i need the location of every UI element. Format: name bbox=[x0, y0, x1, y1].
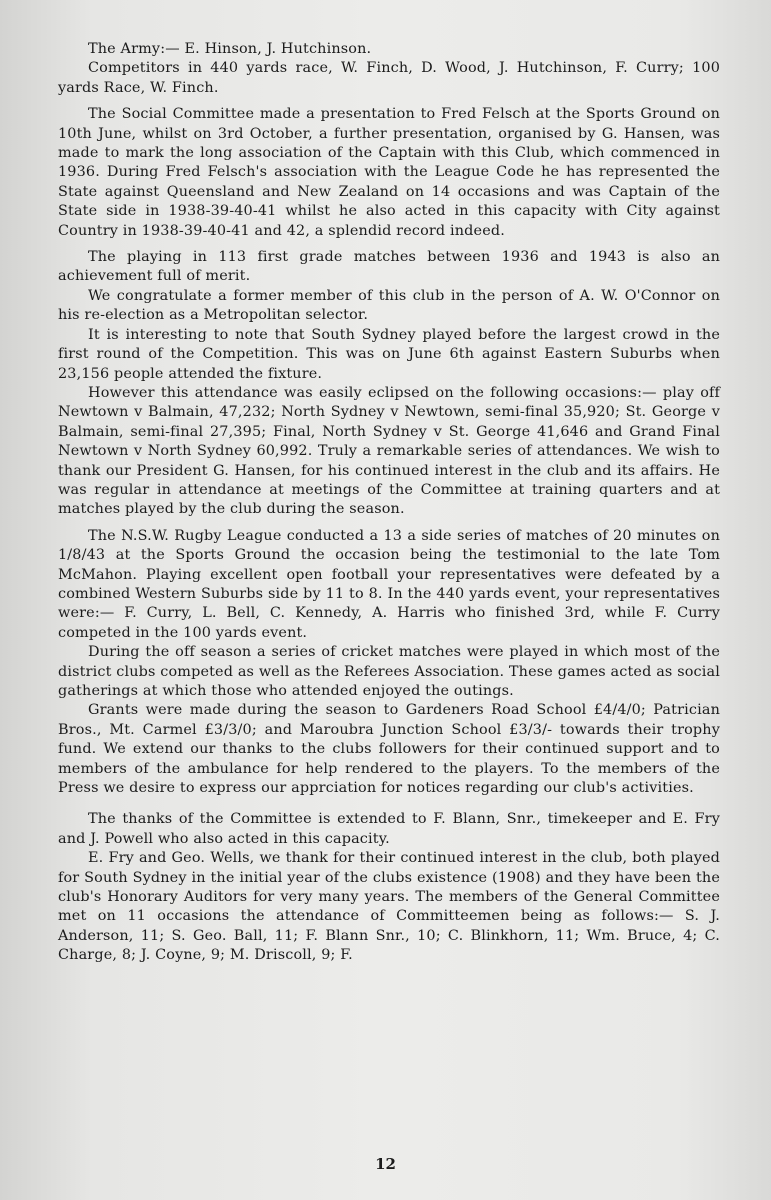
paragraph: During the off season a series of cricket matches were played in which most of the district clubs competed as well as the Referees Association. These games acted as social gatherings at which those who attended enjoyed the outings. bbox=[58, 644, 720, 699]
paragraph: Grants were made during the season to Gardeners Road School £4/4/0; Patrician Bros., Mt. Carmel £3/3/0; and Maroubra Junction School £3/3/- towards their trophy fund. We extend our thanks to the clubs followers for their continued support and to members of the ambulance for help rendered to the players. To the members of the Press we desire to express our apprciation for notices regarding our club's activities. bbox=[58, 702, 720, 797]
paragraph: The Social Committee made a presentation to Fred Felsch at the Sports Ground on 10th June, whilst on 3rd October, a further presentation, organised by G. Hansen, was made to mark the long association of the Captain with this Club, which commenced in 1936. During Fred Felsch's association with the League Code he has represented the State against Queensland and New Zealand on 14 occasions and was Captain of the State side in 1938-39-40-41 whilst he also acted in this capacity with City against Country in 1938-39-40-41 and 42, a splendid record indeed. bbox=[58, 106, 720, 239]
paragraph: Competitors in 440 yards race, W. Finch, D. Wood, J. Hutchinson, F. Curry; 100 yards Race, W. Finch. bbox=[58, 60, 720, 96]
paragraph: It is interesting to note that South Sydney played before the largest crowd in the first round of the Competition. This was on June 6th against Eastern Suburbs when 23,156 people attended the fixture. bbox=[58, 326, 720, 382]
page-number: 12 bbox=[375, 1155, 396, 1173]
paragraph: However this attendance was easily eclipsed on the following occasions:— play off Newtown v Balmain, 47,232; North Sydney v Newtown, semi-final 35,920; St. George v Balmain, semi-final 27,395; Final, North Sydney v St. George 41,646 and Grand Final Newtown v North Sydney 60,992. Truly a remarkable series of attendances. We wish to thank our President G. Hansen, for his continued interest in the club and its affairs. He was regular in attendance at meetings of the Committee at training quarters and at matches played by the club during the season. bbox=[58, 384, 720, 518]
paragraph: We congratulate a former member of this club in the person of A. W. O'Connor on his re-election as a Metropolitan selector. bbox=[58, 287, 720, 324]
body-text bbox=[58, 40, 720, 966]
paragraph: The N.S.W. Rugby League conducted a 13 a side series of matches of 20 minutes on 1/8/43 at the Sports Ground the occasion being the testimonial to the late Tom McMahon. Playing excellent open football your representatives were defeated by a combined Western Suburbs side by 11 to 8. In the 440 yards event, your representatives were:— F. Curry, L. Bell, C. Kennedy, A. Harris who finished 3rd, while F. Curry competed in the 100 yards event. bbox=[58, 527, 720, 641]
paragraph: E. Fry and Geo. Wells, we thank for their continued interest in the club, both played for South Sydney in the initial year of the clubs existence (1908) and they have been the club's Honorary Auditors for very many years. The members of the General Committee met on 11 occasions the attendance of Committeemen being as follows:— S. J. Anderson, 11; S. Geo. Ball, 11; F. Blann Snr., 10; C. Blinkhorn, 11; Wm. Bruce, 4; C. Charge, 8; J. Coyne, 9; M. Driscoll, 9; F. bbox=[58, 850, 720, 964]
paragraph: The Army:— E. Hinson, J. Hutchinson. bbox=[88, 41, 372, 57]
paragraph: The thanks of the Committee is extended to F. Blann, Snr., timekeeper and E. Fry and J. Powell who also acted in this capacity. bbox=[58, 811, 720, 847]
paragraph: The playing in 113 first grade matches between 1936 and 1943 is also an achievement full of merit. bbox=[58, 249, 720, 285]
